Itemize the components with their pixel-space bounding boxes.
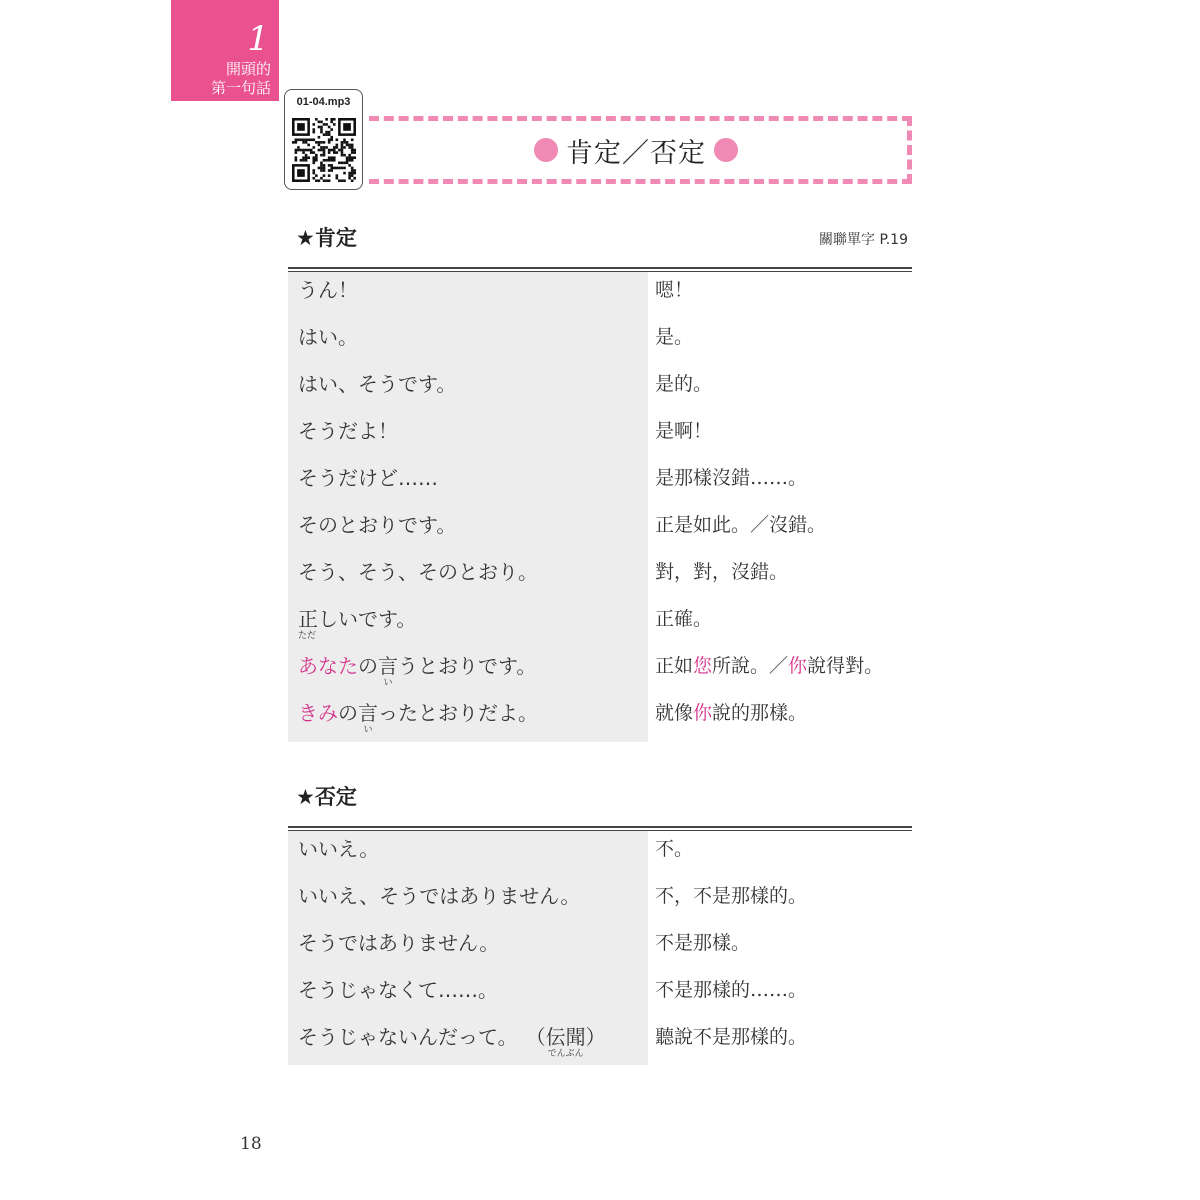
jp-phrase: そうじゃなくて……。: [298, 978, 498, 1002]
table-row: [288, 878, 912, 925]
highlight-pronoun: 你: [788, 655, 808, 677]
zh-translation: 不是那樣。: [655, 932, 751, 954]
zh-translation: 正如您所說。／你說得對。: [655, 655, 884, 677]
table-row: [288, 925, 912, 972]
table-row: [288, 831, 912, 878]
ruby-kanji: 言 い: [378, 654, 398, 688]
jp-phrase: 正 ただ しいです。: [298, 607, 417, 641]
zh-translation: 是的。: [655, 373, 713, 395]
pink-dot-icon: [534, 138, 558, 162]
page-title-text: 肯定／否定: [566, 137, 706, 169]
jp-phrase: そうではありません。: [298, 931, 500, 955]
phrase-table-affirm: [288, 272, 912, 742]
zh-translation: 不。: [655, 838, 694, 860]
highlight-pronoun: 您: [693, 655, 713, 677]
jp-phrase: いいえ、そうではありません。: [298, 884, 581, 908]
table-row: [288, 366, 912, 413]
chapter-title-line2: 第一句話: [210, 79, 271, 97]
highlight-pronoun: あなた: [298, 654, 358, 678]
table-row: [288, 972, 912, 1019]
zh-translation: 不是那樣的……。: [655, 979, 808, 1001]
zh-translation: 正確。: [655, 608, 713, 630]
zh-translation: 對，對，沒錯。: [655, 561, 789, 583]
audio-file-label: 01-04.mp3: [296, 96, 351, 108]
zh-translation: 聽說不是那樣的。: [655, 1026, 808, 1048]
zh-translation: 是啊！: [655, 420, 713, 442]
audio-qr-box[interactable]: [284, 89, 363, 190]
ruby-kanji: 言 い: [358, 701, 378, 735]
jp-phrase: そう、そう、そのとおり。: [298, 560, 538, 584]
zh-translation: 不，不是那樣的。: [655, 885, 808, 907]
page-title: [369, 118, 903, 182]
jp-phrase: そうじゃないんだって。 （伝聞） でんぶん: [298, 1025, 606, 1059]
table-row: [288, 319, 912, 366]
pink-dot-icon: [714, 138, 738, 162]
chapter-title-line1: 開頭的: [225, 60, 271, 78]
table-row: [288, 554, 912, 601]
jp-phrase: きみの言 い ったとおりだよ。: [298, 701, 538, 735]
table-row: [288, 507, 912, 554]
ruby-kanji: （伝聞） でんぶん: [525, 1025, 606, 1059]
section-heading-negate: ★否定: [296, 785, 357, 809]
zh-translation: 就像你說的那樣。: [655, 702, 808, 724]
table-row: [288, 460, 912, 507]
zh-translation: 是。: [655, 326, 694, 348]
ruby-reading: でんぶん: [547, 1049, 584, 1059]
table-row: [288, 1019, 912, 1066]
zh-translation: 是那樣沒錯……。: [655, 467, 808, 489]
phrase-table-negate: [288, 831, 912, 1065]
chapter-title: [211, 60, 271, 98]
chapter-tab: [171, 0, 279, 101]
highlight-pronoun: きみ: [298, 701, 338, 725]
jp-phrase: そうだけど……: [298, 466, 438, 490]
table-row: [288, 413, 912, 460]
jp-phrase: はい、そうです。: [298, 372, 457, 396]
jp-phrase: はい。: [298, 325, 358, 349]
section-heading-affirm: ★肯定: [296, 226, 357, 250]
chapter-number: 1: [247, 19, 269, 59]
table-row: [288, 601, 912, 648]
table-row: [288, 648, 912, 695]
highlight-pronoun: 你: [693, 702, 713, 724]
ruby-reading: ただ: [298, 631, 317, 641]
table-row: [288, 272, 912, 319]
zh-translation: 嗯！: [655, 279, 694, 301]
qr-code-icon[interactable]: [292, 118, 356, 182]
page-number: 18: [240, 1134, 262, 1154]
jp-phrase: そのとおりです。: [298, 513, 457, 537]
table-row: [288, 695, 912, 742]
ruby-kanji: 正 ただ: [298, 607, 318, 641]
jp-phrase: そうだよ！: [298, 419, 398, 443]
jp-phrase: いいえ。: [298, 837, 380, 861]
zh-translation: 正是如此。／沒錯。: [655, 514, 827, 536]
related-vocab-link: 關聯單字 P.19: [819, 232, 908, 248]
ruby-reading: い: [383, 678, 393, 688]
jp-phrase: うん！: [298, 278, 358, 302]
jp-phrase: あなたの言 い うとおりです。: [298, 654, 537, 688]
ruby-reading: い: [363, 725, 373, 735]
